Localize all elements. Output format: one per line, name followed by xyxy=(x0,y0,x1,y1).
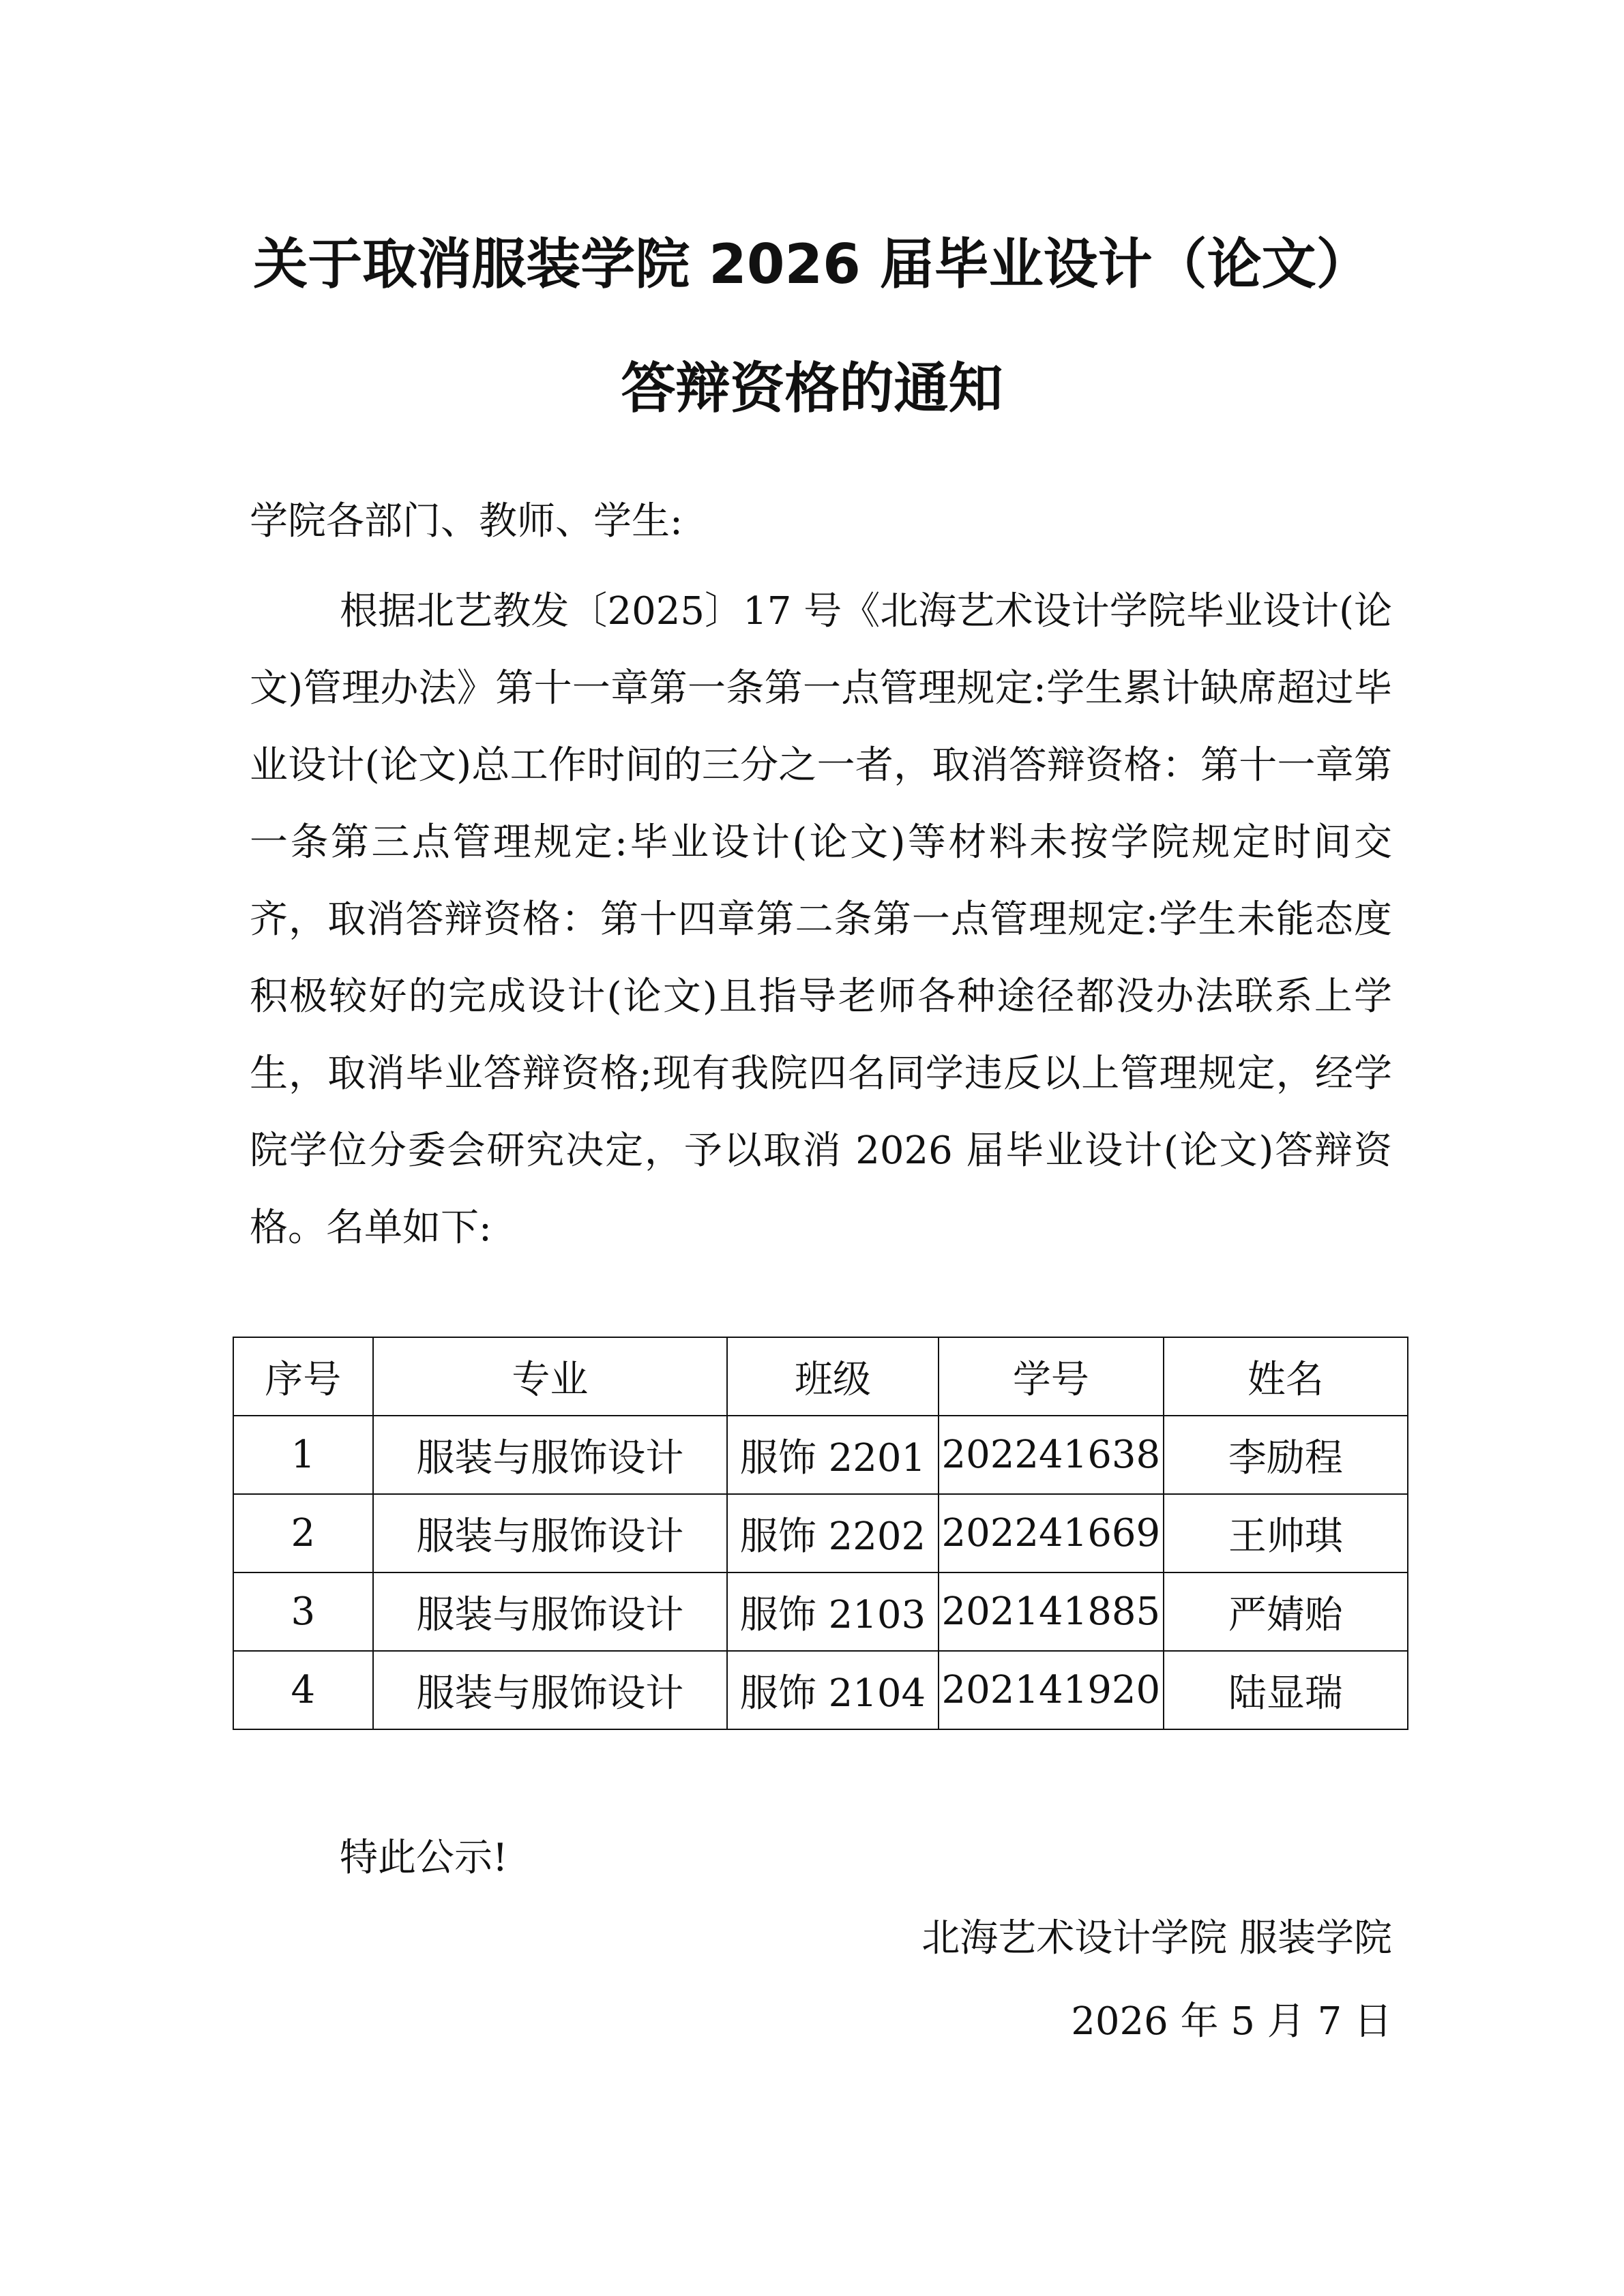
cell-class: 服饰 2103 xyxy=(727,1572,939,1651)
cell-name: 李励程 xyxy=(1164,1416,1408,1494)
notice-title-line-2: 答辩资格的通知 xyxy=(621,357,1003,420)
cell-major: 服装与服饰设计 xyxy=(373,1494,727,1572)
header-major: 专业 xyxy=(373,1337,727,1416)
notice-title-line-1: 关于取消服装学院 2026 届毕业设计（论文） xyxy=(253,233,1371,296)
cell-index: 3 xyxy=(233,1572,373,1651)
cell-major: 服装与服饰设计 xyxy=(373,1651,727,1729)
cell-index: 4 xyxy=(233,1651,373,1729)
disqualified-students-table xyxy=(233,1337,1408,1730)
issuer-signature: 北海艺术设计学院 服装学院 xyxy=(921,1916,1392,1960)
table-row xyxy=(233,1651,1408,1729)
table-row xyxy=(233,1572,1408,1651)
table-row xyxy=(233,1416,1408,1494)
cell-class: 服饰 2104 xyxy=(727,1651,939,1729)
cell-major: 服装与服饰设计 xyxy=(373,1572,727,1651)
cell-class: 服饰 2201 xyxy=(727,1416,939,1494)
header-index: 序号 xyxy=(233,1337,373,1416)
table-header-row xyxy=(233,1337,1408,1416)
cell-name: 陆显瑞 xyxy=(1164,1651,1408,1729)
notice-body-paragraph: 根据北艺教发〔2025〕17 号《北海艺术设计学院毕业设计(论文)管理办法》第十一章第一条第一点管理规定:学生累计缺席超过毕业设计(论文)总工作时间的三分之一者，取消答辩资格：第十一章第一条第三点管理规定:毕业设计(论文)等材料未按学院规定时间交齐，取消答辩资格：第十四章第二条第一点管理规定:学生未能态度积极较好的完成设计(论文)且指导老师各种途径都没办法联系上学生，取消毕业答辩资格;现有我院四名同学违反以上管理规定，经学院学位分委会研究决定，予以取消 2026 届毕业设计(论文)答辩资格。名单如下: xyxy=(250,589,1392,1250)
issue-date: 2026 年 5 月 7 日 xyxy=(1071,1999,1392,2044)
header-student-id: 学号 xyxy=(939,1337,1164,1416)
cell-name: 严婧贻 xyxy=(1164,1572,1408,1651)
cell-student-id: 202241638 xyxy=(939,1416,1164,1494)
cell-major: 服装与服饰设计 xyxy=(373,1416,727,1494)
cell-class: 服饰 2202 xyxy=(727,1494,939,1572)
header-class: 班级 xyxy=(727,1337,939,1416)
salutation: 学院各部门、教师、学生: xyxy=(250,499,683,543)
cell-name: 王帅琪 xyxy=(1164,1494,1408,1572)
cell-index: 1 xyxy=(233,1416,373,1494)
cell-student-id: 202141920 xyxy=(939,1651,1164,1729)
table-row xyxy=(233,1494,1408,1572)
cell-student-id: 202141885 xyxy=(939,1572,1164,1651)
closing-statement: 特此公示! xyxy=(340,1836,508,1880)
cell-student-id: 202241669 xyxy=(939,1494,1164,1572)
cell-index: 2 xyxy=(233,1494,373,1572)
header-name: 姓名 xyxy=(1164,1337,1408,1416)
